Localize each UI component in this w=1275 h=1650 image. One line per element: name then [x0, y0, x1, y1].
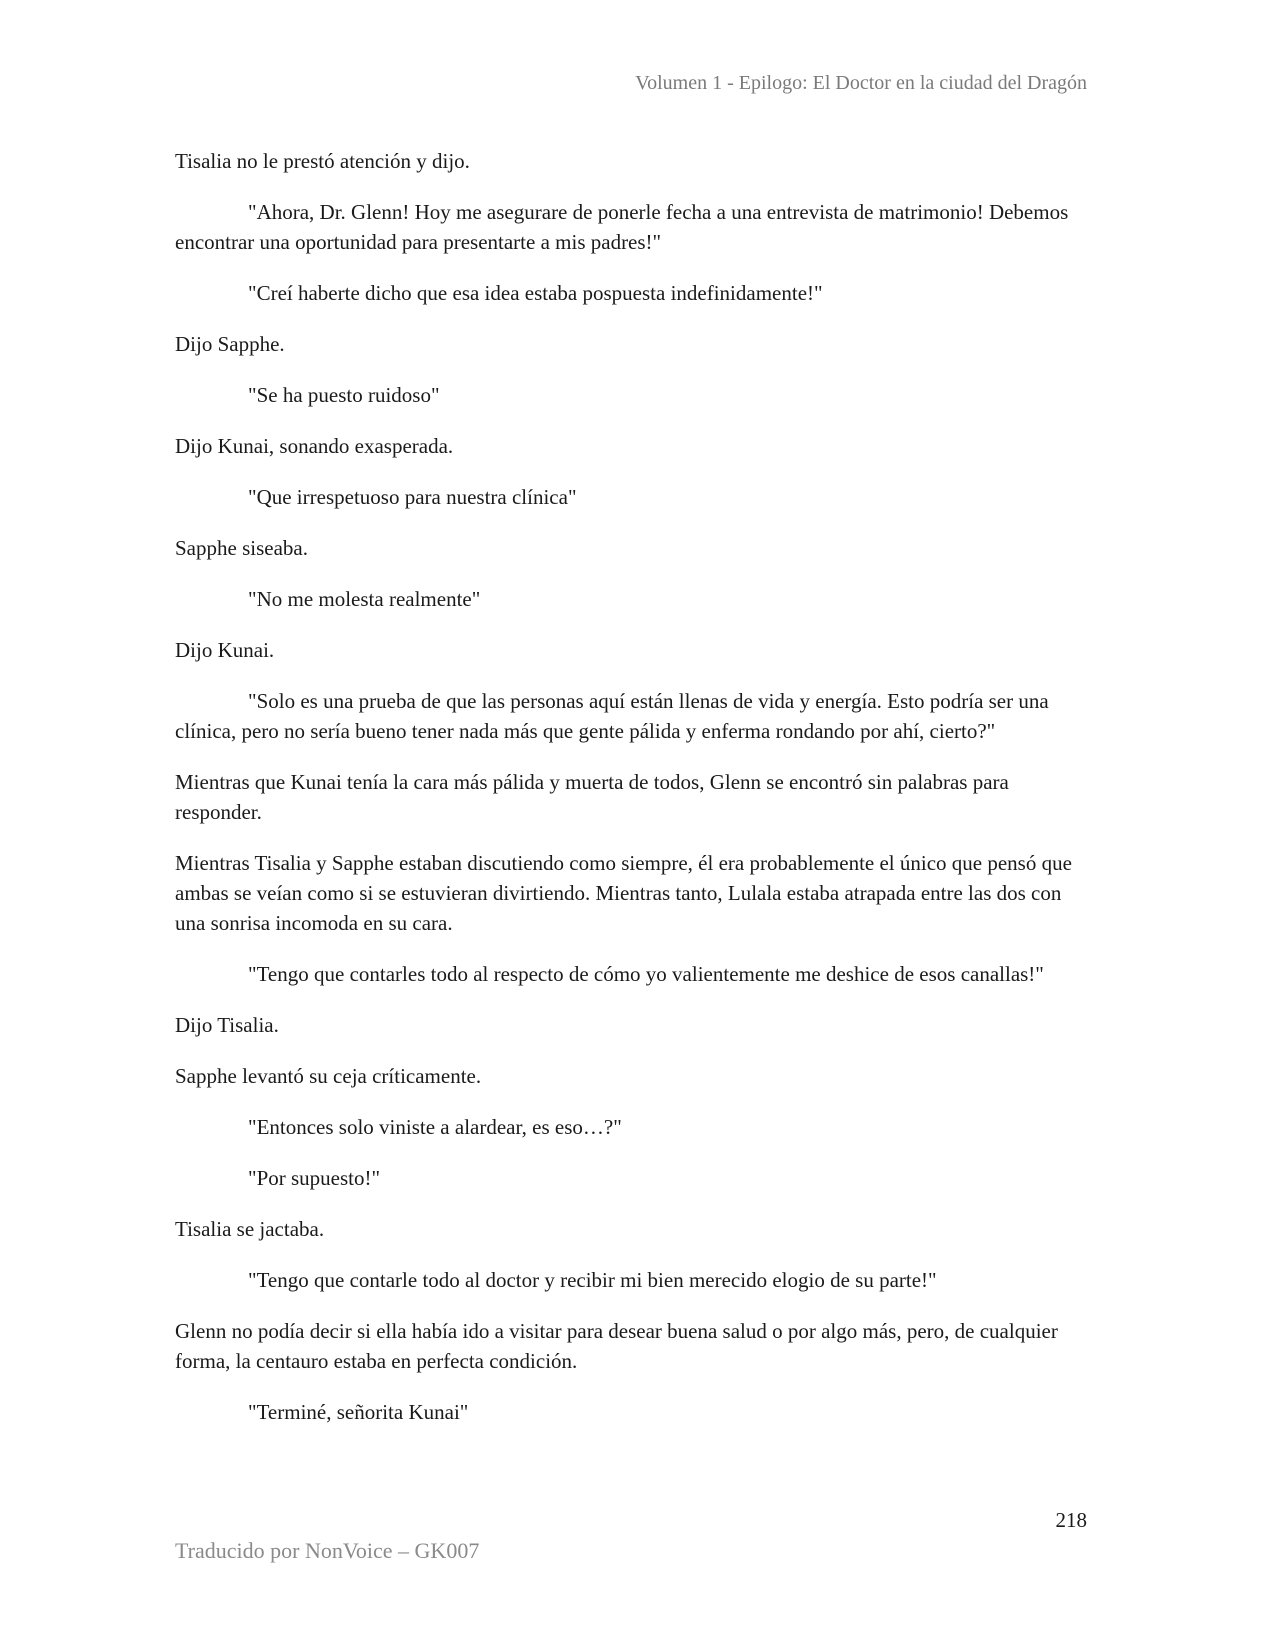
paragraph: Dijo Sapphe. — [175, 332, 285, 356]
paragraph: "Se ha puesto ruidoso" — [248, 383, 440, 407]
paragraph: "Tengo que contarles todo al respecto de cómo yo valientemente me deshice de esos canallas!" — [248, 962, 1044, 986]
paragraph: Tisalia no le prestó atención y dijo. — [175, 149, 470, 173]
page-number: 218 — [1055, 1508, 1087, 1532]
paragraph: Dijo Kunai. — [175, 638, 275, 662]
paragraph: "No me molesta realmente" — [248, 587, 481, 611]
paragraph: Glenn no podía decir si ella había ido a visitar para desear buena salud o por algo más, pero, de cualquier forma, la centauro estaba en perfecta condición. — [175, 1319, 1058, 1373]
paragraph: "Terminé, señorita Kunai" — [248, 1400, 469, 1424]
translator-credit: Traducido por NonVoice – GK007 — [175, 1538, 480, 1563]
paragraph: "Ahora, Dr. Glenn! Hoy me asegurare de ponerle fecha a una entrevista de matrimonio! Debemos encontrar una oportunidad para presentarte a mis padres!" — [175, 200, 1069, 254]
paragraph: "Que irrespetuoso para nuestra clínica" — [248, 485, 577, 509]
page-body — [175, 146, 1085, 1448]
paragraph: "Solo es una prueba de que las personas aquí están llenas de vida y energía. Esto podría ser una clínica, pero no sería bueno tener nada más que gente pálida y enferma rondando por ahí, cierto?" — [175, 689, 1049, 743]
paragraph: "Creí haberte dicho que esa idea estaba pospuesta indefinidamente!" — [248, 281, 823, 305]
running-header: Volumen 1 - Epilogo: El Doctor en la ciudad del Dragón — [635, 72, 1087, 94]
paragraph: Mientras Tisalia y Sapphe estaban discutiendo como siempre, él era probablemente el único que pensó que ambas se veían como si se estuvieran divirtiendo. Mientras tanto, Lulala estaba atrapada entre las dos con una sonrisa incomoda en su cara. — [175, 851, 1072, 935]
paragraph: Dijo Kunai, sonando exasperada. — [175, 434, 454, 458]
paragraph: Sapphe siseaba. — [175, 536, 308, 560]
paragraph: Sapphe levantó su ceja críticamente. — [175, 1064, 482, 1088]
paragraph: Dijo Tisalia. — [175, 1013, 279, 1037]
paragraph: Mientras que Kunai tenía la cara más pálida y muerta de todos, Glenn se encontró sin palabras para responder. — [175, 770, 1009, 824]
paragraph: "Tengo que contarle todo al doctor y recibir mi bien merecido elogio de su parte!" — [248, 1268, 937, 1292]
paragraph: "Entonces solo viniste a alardear, es eso…?" — [248, 1115, 622, 1139]
paragraph: Tisalia se jactaba. — [175, 1217, 325, 1241]
paragraph: "Por supuesto!" — [248, 1166, 381, 1190]
